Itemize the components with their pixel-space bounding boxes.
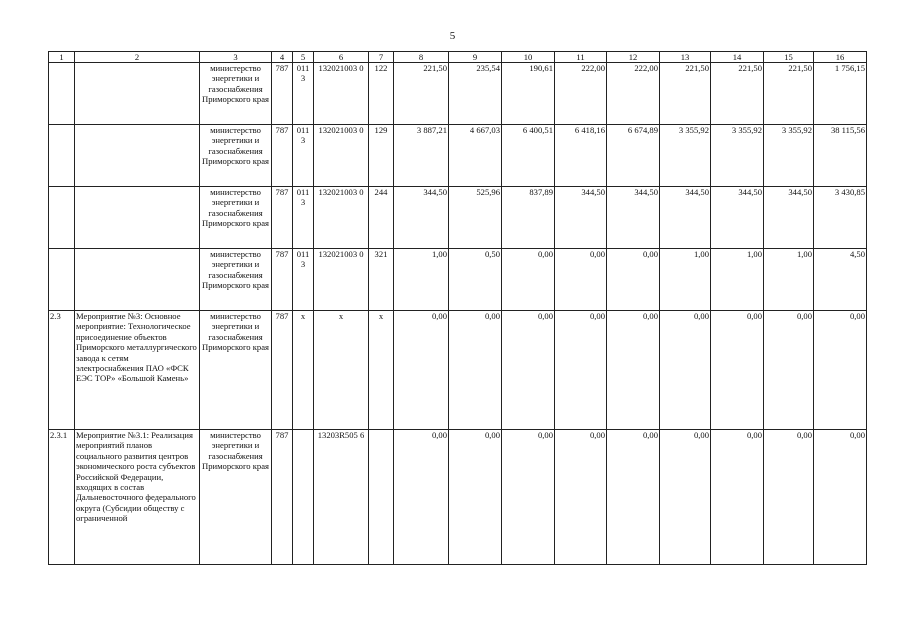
value-cell: 0,00 [449, 311, 502, 430]
row-description [75, 187, 200, 249]
value-cell: 0,00 [764, 311, 814, 430]
expense-type-code: 244 [369, 187, 394, 249]
executor-cell: министерство энергетики и газоснабжения Приморского края [200, 249, 272, 311]
ministry-code: 787 [272, 125, 293, 187]
row-description: Мероприятие №3.1: Реализация мероприятий планов социального развития центров экономического роста субъектов Российской Федерации, входящих в состав Дальневосточного федерального округа (Субсидии обществу с ограниченной [75, 430, 200, 565]
value-cell: 0,00 [607, 249, 660, 311]
ministry-code: 787 [272, 430, 293, 565]
value-cell: 0,00 [660, 311, 711, 430]
value-cell: 3 887,21 [394, 125, 449, 187]
value-cell: 0,50 [449, 249, 502, 311]
budget-table [48, 51, 867, 565]
expense-type-code [369, 430, 394, 565]
value-cell: 6 400,51 [502, 125, 555, 187]
row-description [75, 125, 200, 187]
table-row [49, 430, 867, 565]
column-header: 13 [660, 52, 711, 63]
value-cell: 0,00 [394, 430, 449, 565]
value-cell: 1,00 [394, 249, 449, 311]
value-cell: 235,54 [449, 63, 502, 125]
value-cell: 0,00 [394, 311, 449, 430]
section-code: 011 3 [293, 187, 314, 249]
value-cell: 1 756,15 [814, 63, 867, 125]
executor-cell: министерство энергетики и газоснабжения Приморского края [200, 63, 272, 125]
value-cell: 0,00 [607, 311, 660, 430]
table-row [49, 63, 867, 125]
value-cell: 3 355,92 [764, 125, 814, 187]
value-cell: 0,00 [607, 430, 660, 565]
value-cell: 344,50 [394, 187, 449, 249]
target-article-code: 132021003 0 [314, 63, 369, 125]
expense-type-code: 129 [369, 125, 394, 187]
value-cell: 38 115,56 [814, 125, 867, 187]
value-cell: 6 418,16 [555, 125, 607, 187]
row-description [75, 249, 200, 311]
page-number: 5 [449, 30, 456, 42]
value-cell: 222,00 [555, 63, 607, 125]
value-cell: 0,00 [764, 430, 814, 565]
column-header: 16 [814, 52, 867, 63]
value-cell: 3 430,85 [814, 187, 867, 249]
value-cell: 0,00 [502, 311, 555, 430]
value-cell: 0,00 [711, 430, 764, 565]
value-cell: 190,61 [502, 63, 555, 125]
ministry-code: 787 [272, 311, 293, 430]
value-cell: 0,00 [814, 311, 867, 430]
value-cell: 344,50 [660, 187, 711, 249]
row-description: Мероприятие №3: Основное мероприятие: Технологическое присоединение объектов Приморского металлургического завода к сетям электроснабжения ПАО «ФСК ЕЭС ТОР» «Большой Камень» [75, 311, 200, 430]
row-number [49, 249, 75, 311]
table-row [49, 125, 867, 187]
target-article-code: 13203R505 6 [314, 430, 369, 565]
value-cell: 525,96 [449, 187, 502, 249]
column-header: 1 [49, 52, 75, 63]
column-header: 15 [764, 52, 814, 63]
value-cell: 837,89 [502, 187, 555, 249]
value-cell: 1,00 [660, 249, 711, 311]
value-cell: 221,50 [660, 63, 711, 125]
section-code [293, 430, 314, 565]
column-header: 10 [502, 52, 555, 63]
value-cell: 3 355,92 [660, 125, 711, 187]
column-header: 5 [293, 52, 314, 63]
value-cell: 222,00 [607, 63, 660, 125]
table-row [49, 311, 867, 430]
header-row [49, 52, 867, 63]
table-row [49, 249, 867, 311]
column-header: 6 [314, 52, 369, 63]
executor-cell: министерство энергетики и газоснабжения Приморского края [200, 430, 272, 565]
row-number: 2.3 [49, 311, 75, 430]
value-cell: 0,00 [555, 430, 607, 565]
value-cell: 3 355,92 [711, 125, 764, 187]
column-header: 4 [272, 52, 293, 63]
column-header: 8 [394, 52, 449, 63]
row-number [49, 63, 75, 125]
value-cell: 0,00 [449, 430, 502, 565]
target-article-code: х [314, 311, 369, 430]
executor-cell: министерство энергетики и газоснабжения Приморского края [200, 187, 272, 249]
section-code: 011 3 [293, 249, 314, 311]
column-header: 9 [449, 52, 502, 63]
value-cell: 344,50 [555, 187, 607, 249]
row-number: 2.3.1 [49, 430, 75, 565]
value-cell: 0,00 [502, 430, 555, 565]
executor-cell: министерство энергетики и газоснабжения Приморского края [200, 311, 272, 430]
value-cell: 0,00 [502, 249, 555, 311]
section-code: 011 3 [293, 63, 314, 125]
expense-type-code: х [369, 311, 394, 430]
value-cell: 0,00 [711, 311, 764, 430]
target-article-code: 132021003 0 [314, 249, 369, 311]
section-code: х [293, 311, 314, 430]
row-description [75, 63, 200, 125]
ministry-code: 787 [272, 249, 293, 311]
value-cell: 0,00 [555, 249, 607, 311]
section-code: 011 3 [293, 125, 314, 187]
value-cell: 344,50 [764, 187, 814, 249]
column-header: 11 [555, 52, 607, 63]
column-header: 12 [607, 52, 660, 63]
value-cell: 344,50 [607, 187, 660, 249]
executor-cell: министерство энергетики и газоснабжения Приморского края [200, 125, 272, 187]
expense-type-code: 122 [369, 63, 394, 125]
value-cell: 4,50 [814, 249, 867, 311]
expense-type-code: 321 [369, 249, 394, 311]
value-cell: 221,50 [764, 63, 814, 125]
row-number [49, 187, 75, 249]
ministry-code: 787 [272, 187, 293, 249]
value-cell: 0,00 [814, 430, 867, 565]
value-cell: 6 674,89 [607, 125, 660, 187]
column-header: 14 [711, 52, 764, 63]
value-cell: 1,00 [711, 249, 764, 311]
row-number [49, 125, 75, 187]
value-cell: 1,00 [764, 249, 814, 311]
target-article-code: 132021003 0 [314, 187, 369, 249]
value-cell: 0,00 [555, 311, 607, 430]
column-header: 3 [200, 52, 272, 63]
ministry-code: 787 [272, 63, 293, 125]
value-cell: 221,50 [394, 63, 449, 125]
value-cell: 221,50 [711, 63, 764, 125]
column-header: 2 [75, 52, 200, 63]
value-cell: 0,00 [660, 430, 711, 565]
value-cell: 4 667,03 [449, 125, 502, 187]
target-article-code: 132021003 0 [314, 125, 369, 187]
column-header: 7 [369, 52, 394, 63]
value-cell: 344,50 [711, 187, 764, 249]
table-row [49, 187, 867, 249]
